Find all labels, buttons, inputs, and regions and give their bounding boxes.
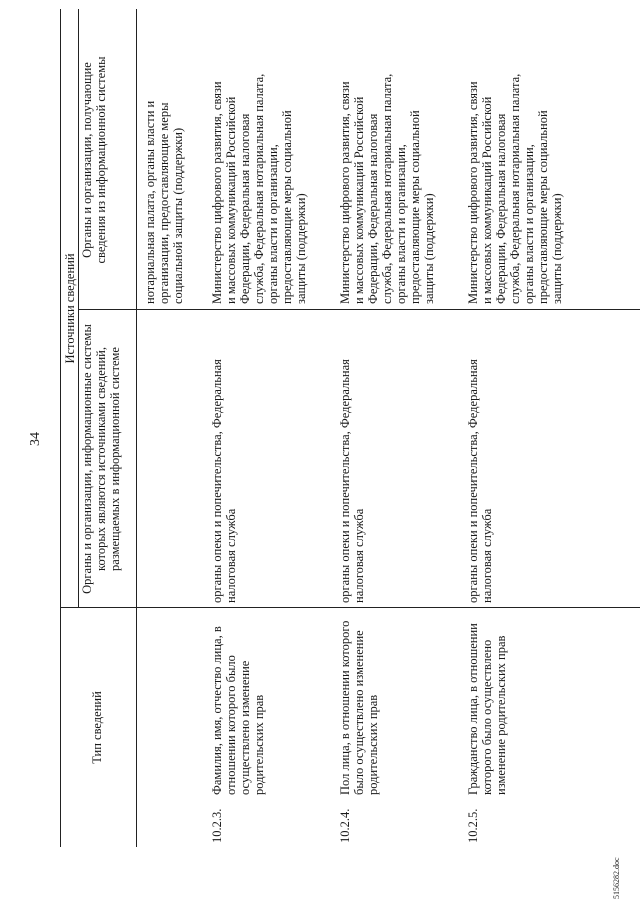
row-number: 10.2.5. [466,808,480,843]
row-number: 10.2.4. [338,808,352,843]
row-providers-cell: органы опеки и попечительства, Федеральная налоговая служба [210,359,238,603]
continuation-recipients-cell: нотариальная палата, органы власти и организации, предоставляющие меры социальной защиты (поддержки) [143,100,185,304]
table-top-border [60,9,61,847]
row-providers-cell: органы опеки и попечительства, Федеральная налоговая служба [338,359,366,603]
header-sources-label: Источники сведений [63,253,77,364]
row-recipients-cell: Министерство цифрового развития, связи и массовых коммуникаций Российской Федерации, Федеральная налоговая служба, Федеральная нотариальная палата, органы власти и организации, предоставляющие меры социальной защиты (поддержки) [338,73,436,304]
document-id: 5156282.doc [612,857,621,899]
row-recipients-cell: Министерство цифрового развития, связи и массовых коммуникаций Российской Федерации, Федеральная налоговая служба, Федеральная нотариальная палата, органы власти и организации, предоставляющие меры социальной защиты (поддержки) [466,73,564,304]
row-type-cell: Пол лица, в отношении которого было осуществлено изменение родительских прав [338,620,380,795]
header-providers-column: Органы и организации, информационные системы которых являются источниками сведений, размещаемых в информационной системе [80,324,122,594]
column-divider-type [60,607,640,608]
header-bottom-border [136,9,137,847]
header-recipients-column: Органы и организации, получающие сведения из информационной системы [80,56,108,264]
header-type-label: Тип сведений [90,691,104,764]
row-type-cell: Фамилия, имя, отчество лица, в отношении которого было осуществлено изменение родительских прав [210,626,266,795]
row-providers-cell: органы опеки и попечительства, Федеральная налоговая служба [466,359,494,603]
row-number: 10.2.3. [210,808,224,843]
page-number: 34 [28,432,43,446]
row-recipients-cell: Министерство цифрового развития, связи и массовых коммуникаций Российской Федерации, Федеральная налоговая служба, Федеральная нотариальная палата, органы власти и организации, предоставляющие меры социальной защиты (поддержки) [210,73,308,304]
column-divider-sources [78,309,640,310]
row-type-cell: Гражданство лица, в отношении которого было осуществлено изменение родительских прав [466,623,508,795]
